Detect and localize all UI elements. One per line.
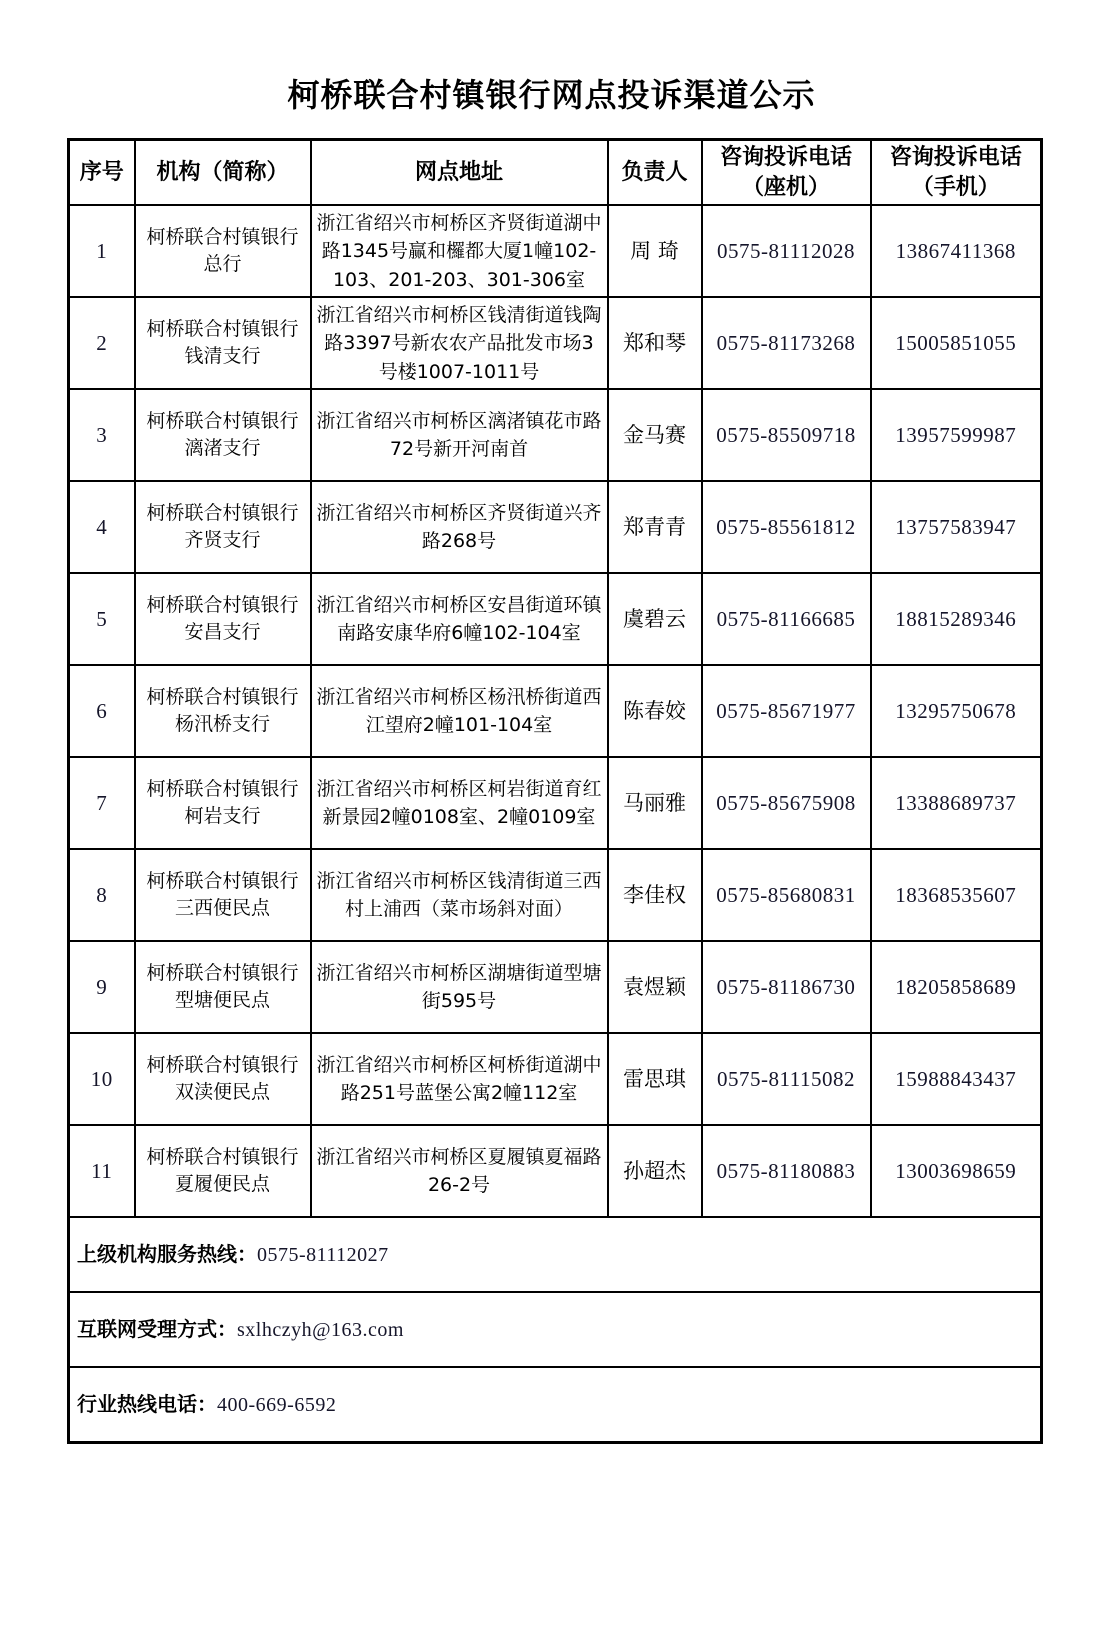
superior-hotline-value: 0575-81112027: [257, 1244, 389, 1267]
cell-index: 8: [69, 849, 135, 941]
header-row: [69, 140, 1042, 206]
cell-address: 浙江省绍兴市柯桥区夏履镇夏福路26-2号: [311, 1125, 608, 1217]
cell-person: 李佳权: [608, 849, 702, 941]
table-row: [69, 573, 1042, 665]
cell-address: 浙江省绍兴市柯桥区杨汛桥街道西江望府2幢101-104室: [311, 665, 608, 757]
org-branch-name: 漓渚支行: [184, 437, 261, 460]
org-branch-name: 杨汛桥支行: [174, 713, 270, 736]
cell-mobile: 13388689737: [871, 757, 1042, 849]
cell-index: 7: [69, 757, 135, 849]
cell-index: 3: [69, 389, 135, 481]
cell-mobile: 13867411368: [871, 205, 1042, 297]
cell-mobile: 15005851055: [871, 297, 1042, 389]
cell-org: [135, 297, 311, 389]
cell-org: [135, 665, 311, 757]
header-cell-landline: [702, 140, 871, 206]
table-row: [69, 757, 1042, 849]
footer-row-internet-channel: [69, 1292, 1042, 1367]
header-landline-line1: 咨询投诉电话: [719, 145, 852, 170]
cell-org: [135, 849, 311, 941]
org-bank-name: 柯桥联合村镇银行: [146, 225, 299, 248]
cell-address: 浙江省绍兴市柯桥区齐贤街道湖中路1345号赢和欏都大厦1幢102-103、201-203、301-306室: [311, 205, 608, 297]
org-branch-name: 夏履便民点: [174, 1173, 270, 1196]
cell-org: [135, 389, 311, 481]
industry-hotline-label: 行业热线电话：: [77, 1392, 217, 1417]
footer-cell: [69, 1217, 1042, 1292]
cell-org: [135, 1033, 311, 1125]
cell-person: 周 琦: [608, 205, 702, 297]
table-row: [69, 665, 1042, 757]
table-row: [69, 481, 1042, 573]
cell-landline: 0575-81115082: [702, 1033, 871, 1125]
footer-cell: [69, 1292, 1042, 1367]
complaint-channels-table: [67, 138, 1043, 1444]
cell-landline: 0575-85675908: [702, 757, 871, 849]
superior-hotline-label: 上级机构服务热线：: [77, 1242, 257, 1267]
org-branch-name: 柯岩支行: [184, 805, 261, 828]
cell-index: 9: [69, 941, 135, 1033]
cell-landline: 0575-85561812: [702, 481, 871, 573]
cell-landline: 0575-81112028: [702, 205, 871, 297]
cell-org: [135, 941, 311, 1033]
table-row: [69, 205, 1042, 297]
org-bank-name: 柯桥联合村镇银行: [146, 409, 299, 432]
table-row: [69, 849, 1042, 941]
cell-landline: 0575-81166685: [702, 573, 871, 665]
cell-mobile: 18205858689: [871, 941, 1042, 1033]
header-cell-address: 网点地址: [311, 140, 608, 206]
cell-org: [135, 481, 311, 573]
cell-address: 浙江省绍兴市柯桥区齐贤街道兴齐路268号: [311, 481, 608, 573]
cell-index: 2: [69, 297, 135, 389]
org-branch-name: 总行: [203, 253, 242, 276]
table-row: [69, 941, 1042, 1033]
cell-person: 金马赛: [608, 389, 702, 481]
header-cell-org: 机构（简称）: [135, 140, 311, 206]
cell-org: [135, 1125, 311, 1217]
org-bank-name: 柯桥联合村镇银行: [146, 317, 299, 340]
internet-channel-label: 互联网受理方式：: [77, 1317, 237, 1342]
table-row: [69, 1125, 1042, 1217]
cell-landline: 0575-81180883: [702, 1125, 871, 1217]
org-branch-name: 齐贤支行: [184, 529, 261, 552]
cell-address: 浙江省绍兴市柯桥区柯桥街道湖中路251号蓝堡公寓2幢112室: [311, 1033, 608, 1125]
header-cell-person: 负责人: [608, 140, 702, 206]
table-row: [69, 297, 1042, 389]
cell-address: 浙江省绍兴市柯桥区安昌街道环镇南路安康华府6幢102-104室: [311, 573, 608, 665]
cell-org: [135, 205, 311, 297]
cell-mobile: 18815289346: [871, 573, 1042, 665]
cell-org: [135, 757, 311, 849]
cell-person: 马丽雅: [608, 757, 702, 849]
page-title: 柯桥联合村镇银行网点投诉渠道公示: [287, 76, 816, 114]
footer-row-industry-hotline: [69, 1367, 1042, 1443]
cell-landline: 0575-85680831: [702, 849, 871, 941]
cell-address: 浙江省绍兴市柯桥区湖塘街道型塘街595号: [311, 941, 608, 1033]
cell-person: 虞碧云: [608, 573, 702, 665]
industry-hotline-value: 400-669-6592: [217, 1394, 337, 1417]
org-bank-name: 柯桥联合村镇银行: [146, 961, 299, 984]
cell-person: 陈春姣: [608, 665, 702, 757]
cell-index: 5: [69, 573, 135, 665]
cell-landline: 0575-81186730: [702, 941, 871, 1033]
cell-address: 浙江省绍兴市柯桥区钱清街道钱陶路3397号新农农产品批发市场3号楼1007-1011号: [311, 297, 608, 389]
cell-person: 郑青青: [608, 481, 702, 573]
cell-address: 浙江省绍兴市柯桥区漓渚镇花市路72号新开河南首: [311, 389, 608, 481]
org-bank-name: 柯桥联合村镇银行: [146, 869, 299, 892]
cell-index: 4: [69, 481, 135, 573]
table-row: [69, 389, 1042, 481]
header-mobile-line2: （手机）: [911, 174, 1000, 200]
internet-channel-value: sxlhczyh@163.com: [237, 1319, 404, 1342]
org-bank-name: 柯桥联合村镇银行: [146, 1145, 299, 1168]
cell-index: 1: [69, 205, 135, 297]
cell-org: [135, 573, 311, 665]
org-bank-name: 柯桥联合村镇银行: [146, 777, 299, 800]
cell-index: 10: [69, 1033, 135, 1125]
cell-mobile: 18368535607: [871, 849, 1042, 941]
cell-landline: 0575-85671977: [702, 665, 871, 757]
cell-mobile: 15988843437: [871, 1033, 1042, 1125]
cell-index: 11: [69, 1125, 135, 1217]
org-branch-name: 安昌支行: [184, 621, 261, 644]
org-branch-name: 型塘便民点: [174, 989, 270, 1012]
header-mobile-line1: 咨询投诉电话: [889, 145, 1022, 170]
cell-mobile: 13295750678: [871, 665, 1042, 757]
cell-person: 孙超杰: [608, 1125, 702, 1217]
cell-address: 浙江省绍兴市柯桥区柯岩街道育红新景园2幢0108室、2幢0109室: [311, 757, 608, 849]
cell-mobile: 13957599987: [871, 389, 1042, 481]
table-row: [69, 1033, 1042, 1125]
org-branch-name: 三西便民点: [174, 897, 270, 920]
cell-mobile: 13757583947: [871, 481, 1042, 573]
org-bank-name: 柯桥联合村镇银行: [146, 501, 299, 524]
org-bank-name: 柯桥联合村镇银行: [146, 593, 299, 616]
cell-person: 袁煜颖: [608, 941, 702, 1033]
org-branch-name: 钱清支行: [184, 345, 261, 368]
org-branch-name: 双渎便民点: [174, 1081, 270, 1104]
cell-person: 雷思琪: [608, 1033, 702, 1125]
cell-landline: 0575-85509718: [702, 389, 871, 481]
header-landline-line2: （座机）: [741, 174, 830, 200]
footer-row-hotline-superior: [69, 1217, 1042, 1292]
header-cell-index: 序号: [69, 140, 135, 206]
footer-cell: [69, 1367, 1042, 1443]
header-cell-mobile: [871, 140, 1042, 206]
cell-mobile: 13003698659: [871, 1125, 1042, 1217]
cell-index: 6: [69, 665, 135, 757]
cell-person: 郑和琴: [608, 297, 702, 389]
org-bank-name: 柯桥联合村镇银行: [146, 1053, 299, 1076]
cell-address: 浙江省绍兴市柯桥区钱清街道三西村上浦西（菜市场斜对面）: [311, 849, 608, 941]
cell-landline: 0575-81173268: [702, 297, 871, 389]
org-bank-name: 柯桥联合村镇银行: [146, 685, 299, 708]
